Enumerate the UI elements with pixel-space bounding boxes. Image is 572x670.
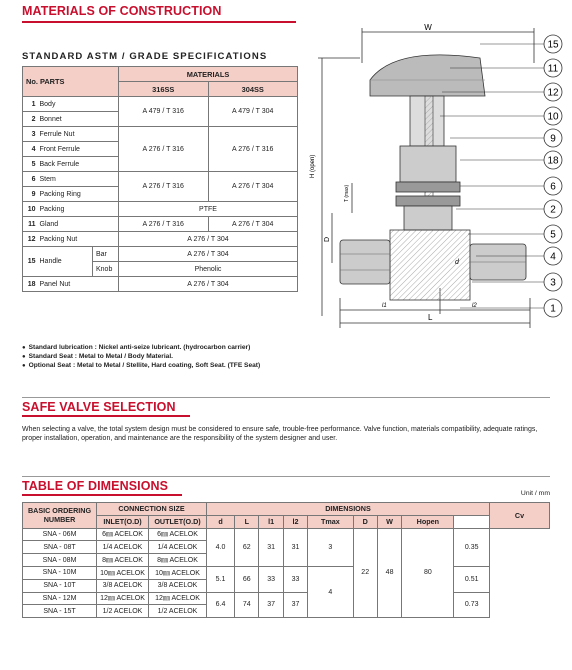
part-name: Stem [37, 172, 119, 187]
callout-number: 3 [550, 277, 556, 289]
header-materials: MATERIALS [119, 67, 298, 82]
outlet-size: 12㎜ ACELOK [149, 592, 207, 605]
material-304: A 276 / T 304 [208, 172, 298, 202]
table-row [23, 566, 550, 579]
outlet-size: 10㎜ ACELOK [149, 566, 207, 579]
header-dimensions: DIMENSIONS [207, 503, 490, 516]
dimensions-section-title: TABLE OF DIMENSIONS [22, 479, 169, 493]
part-no: 10 [23, 202, 37, 217]
ordering-number: SNA - 12M [23, 592, 97, 605]
header-connection-size: CONNECTION SIZE [97, 503, 207, 516]
inlet-size: 12㎜ ACELOK [97, 592, 149, 605]
table-row [23, 277, 298, 292]
callout-10 [440, 107, 562, 125]
part-subname: Knob [93, 262, 119, 277]
part-name: Packing [37, 202, 119, 217]
dim-label-l2: l2 [472, 303, 477, 309]
inlet-size: 6㎜ ACELOK [97, 528, 149, 541]
dim-l1: 33 [259, 566, 283, 592]
header-304ss: 304SS [208, 82, 298, 97]
ordering-number: SNA - 06M [23, 528, 97, 541]
ordering-number: SNA - 15T [23, 605, 97, 618]
dim-l2: 33 [283, 566, 307, 592]
dim-d: 6.4 [207, 592, 235, 618]
callout-5 [468, 225, 562, 243]
callout-number: 15 [547, 39, 559, 51]
part-name: Packing Ring [37, 187, 119, 202]
safe-selection-text: When selecting a valve, the total system design must be considered to ensure safe, trouble-free performance. Valve function, materials compatibility, adequate ratings, proper installation, operation, and maintenance are the responsibility of the system designer and user. [22, 426, 538, 442]
dim-H: 80 [402, 528, 454, 618]
material-316: A 479 / T 316 [119, 97, 209, 127]
inlet-size: 1/2 ACELOK [97, 605, 149, 618]
callout-number: 1 [550, 303, 556, 315]
callout-number: 18 [547, 155, 559, 167]
part-name: Bonnet [37, 112, 119, 127]
callout-2 [456, 200, 562, 218]
callout-number: 5 [550, 229, 556, 241]
header-no-parts: No. PARTS [23, 67, 119, 97]
materials-title-rule [22, 21, 296, 23]
material-304: A 479 / T 304 [208, 97, 298, 127]
note-standard-seat: ● Standard Seat : Metal to Metal / Body Material. [22, 353, 260, 362]
note-lubrication: ● Standard lubrication : Nickel anti-seize lubricant. (hydrocarbon carrier) [22, 344, 260, 353]
part-name: Front Ferrule [37, 142, 119, 157]
materials-section-title: MATERIALS OF CONSTRUCTION [22, 4, 222, 18]
ordering-number: SNA - 08M [23, 554, 97, 567]
note-optional-seat: ● Optional Seat : Metal to Metal / Stellite, Hard coating, Soft Seat. (TFE Seat) [22, 362, 260, 371]
dim-L: 74 [235, 592, 259, 618]
dim-W: 48 [377, 528, 401, 618]
part-name: Ferrule Nut [37, 127, 119, 142]
material-both: A 276 / T 304 [119, 247, 298, 262]
callout-1 [460, 299, 562, 317]
inlet-size: 8㎜ ACELOK [97, 554, 149, 567]
inlet-size: 10㎜ ACELOK [97, 566, 149, 579]
materials-subtitle: STANDARD ASTM / GRADE SPECIFICATIONS [22, 51, 268, 62]
material-both: Phenolic [119, 262, 298, 277]
header-d-small: d [207, 515, 235, 528]
header-316ss: 316SS [119, 82, 209, 97]
safe-top-rule [22, 397, 550, 398]
part-name: Gland [37, 217, 119, 232]
header-inlet: INLET(O.D) [97, 515, 149, 528]
header-ordering-number: BASIC ORDERING NUMBER [23, 503, 97, 529]
dim-top-rule [22, 476, 550, 477]
part-subname: Bar [93, 247, 119, 262]
part-no: 6 [23, 172, 37, 187]
inlet-size: 1/4 ACELOK [97, 541, 149, 554]
part-name: Back Ferrule [37, 157, 119, 172]
dim-t: 3 [308, 528, 353, 566]
part-no: 18 [23, 277, 37, 292]
material-notes [22, 344, 260, 370]
part-name: Packing Nut [37, 232, 119, 247]
material-316: A 276 / T 316 [119, 127, 209, 172]
materials-table [22, 66, 298, 292]
table-row [23, 97, 298, 112]
callout-number: 11 [547, 63, 559, 75]
dim-L: 66 [235, 566, 259, 592]
part-no: 3 [23, 127, 37, 142]
dim-label-d: d [455, 259, 459, 266]
dim-L: 62 [235, 528, 259, 566]
header-outlet: OUTLET(O.D) [149, 515, 207, 528]
table-row [23, 202, 298, 217]
safe-section-title: SAFE VALVE SELECTION [22, 400, 176, 414]
dim-label-L: L [428, 313, 433, 322]
dim-label-W: W [424, 23, 432, 32]
safe-title-rule-red [22, 415, 190, 417]
dim-title-rule-red [22, 494, 182, 496]
callout-number: 10 [547, 111, 559, 123]
material-both: A 276 / T 304 [119, 232, 298, 247]
header-t: Tmax [308, 515, 353, 528]
callout-18 [460, 151, 562, 169]
callout-number: 4 [550, 251, 556, 263]
header-D: D [353, 515, 377, 528]
callout-number: 2 [550, 204, 556, 216]
part-no: 12 [23, 232, 37, 247]
dim-l1: 37 [259, 592, 283, 618]
callout-15 [480, 35, 562, 53]
dim-l2: 31 [283, 528, 307, 566]
outlet-size: 1/4 ACELOK [149, 541, 207, 554]
header-l2: l2 [283, 515, 307, 528]
dim-t: 4 [308, 566, 353, 617]
dim-l2: 37 [283, 592, 307, 618]
material-304: A 276 / T 304 [208, 217, 298, 232]
table-row [23, 592, 550, 605]
valve-cross-section-diagram [300, 18, 572, 336]
callout-number: 12 [547, 87, 559, 99]
material-both: PTFE [119, 202, 298, 217]
material-316: A 276 / T 316 [119, 172, 209, 202]
header-cv: Cv [490, 503, 550, 529]
table-row [23, 217, 298, 232]
part-no: 11 [23, 217, 37, 232]
dim-cv: 0.35 [454, 528, 490, 566]
unit-label: Unit / mm [520, 490, 550, 497]
material-304: A 276 / T 316 [208, 127, 298, 172]
outlet-size: 6㎜ ACELOK [149, 528, 207, 541]
part-no: 15 [23, 247, 37, 277]
part-no: 2 [23, 112, 37, 127]
inlet-size: 3/8 ACELOK [97, 579, 149, 592]
header-l1: l1 [259, 515, 283, 528]
part-name: Handle [37, 247, 93, 277]
dim-d: 5.1 [207, 566, 235, 592]
callout-9 [450, 129, 562, 147]
callout-6 [460, 177, 562, 195]
dim-D: 22 [353, 528, 377, 618]
header-H: Hopen [402, 515, 454, 528]
dim-label-l1: l1 [382, 303, 387, 309]
dim-d: 4.0 [207, 528, 235, 566]
ordering-number: SNA - 08T [23, 541, 97, 554]
dim-l1: 31 [259, 528, 283, 566]
part-no: 1 [23, 97, 37, 112]
outlet-size: 8㎜ ACELOK [149, 554, 207, 567]
outlet-size: 3/8 ACELOK [149, 579, 207, 592]
header-L: L [235, 515, 259, 528]
dim-cv: 0.51 [454, 566, 490, 592]
outlet-size: 1/2 ACELOK [149, 605, 207, 618]
part-no: 4 [23, 142, 37, 157]
part-no: 5 [23, 157, 37, 172]
part-name: Body [37, 97, 119, 112]
dim-label-T: T (max) [344, 184, 350, 202]
table-row [23, 127, 298, 142]
material-both: A 276 / T 304 [119, 277, 298, 292]
ordering-number: SNA - 10T [23, 579, 97, 592]
header-W: W [377, 515, 401, 528]
table-row [23, 172, 298, 187]
part-no: 9 [23, 187, 37, 202]
ordering-number: SNA - 10M [23, 566, 97, 579]
dim-label-D: D [324, 236, 331, 242]
dimensions-table [22, 502, 550, 618]
table-row [23, 232, 298, 247]
part-name: Panel Nut [37, 277, 119, 292]
callout-number: 6 [550, 181, 556, 193]
table-row [23, 247, 298, 262]
material-316: A 276 / T 316 [119, 217, 209, 232]
dim-cv: 0.73 [454, 592, 490, 618]
callout-number: 9 [550, 133, 556, 145]
table-row [23, 528, 550, 541]
dim-label-H: H (open) [310, 154, 316, 178]
